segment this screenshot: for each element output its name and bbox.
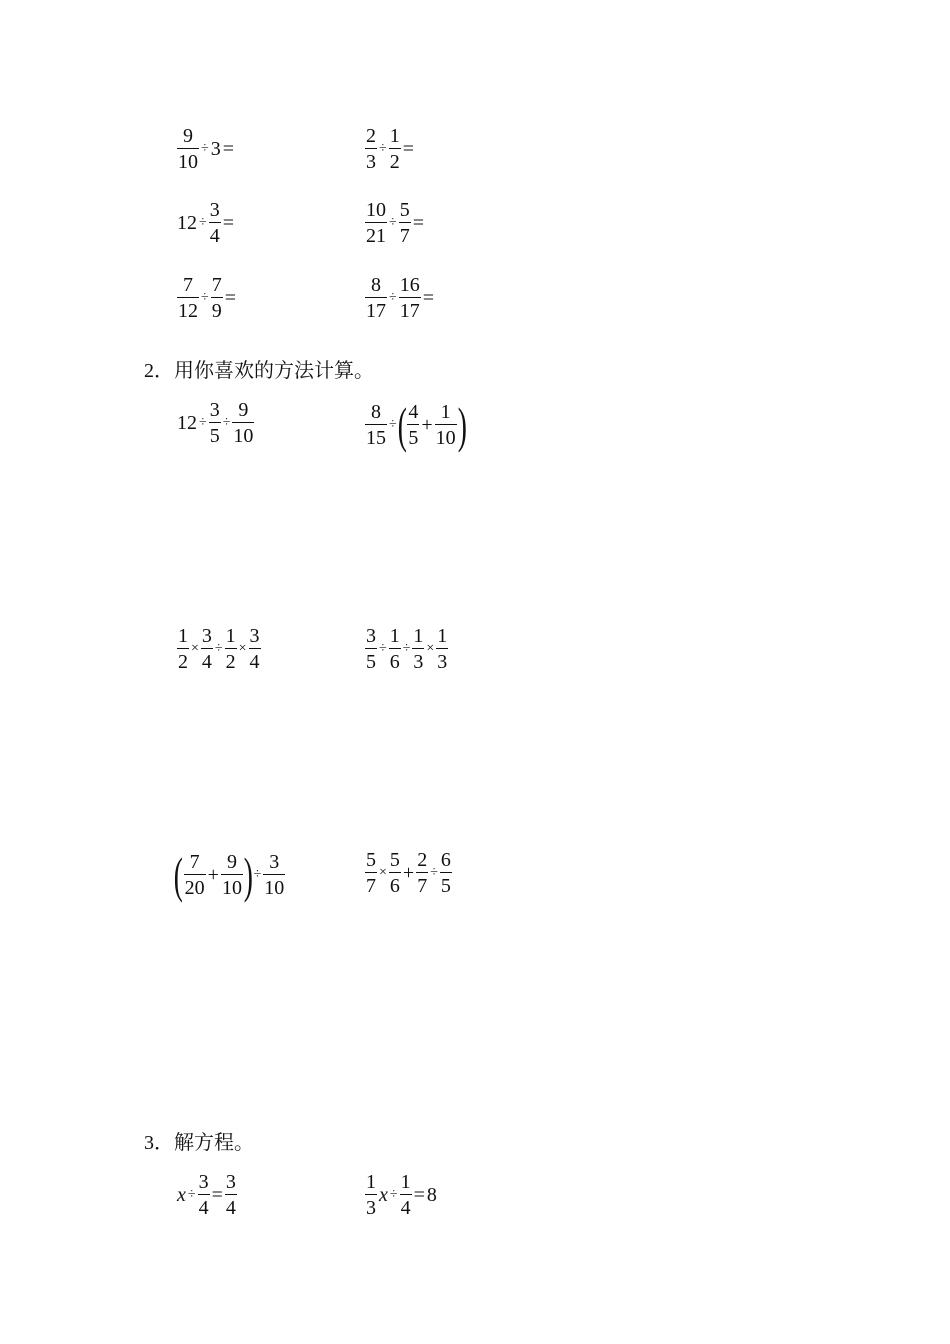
- math-symbol: =: [211, 1184, 223, 1206]
- denominator: 6: [389, 648, 401, 672]
- denominator: 7: [399, 222, 411, 246]
- fraction: [399, 275, 421, 321]
- section-title: 用你喜欢的方法计算。: [174, 358, 374, 382]
- fraction: [365, 402, 387, 448]
- parenthesis: ): [243, 847, 253, 903]
- numerator: 8: [371, 274, 381, 296]
- numerator: 3: [269, 851, 280, 873]
- fraction: [225, 1172, 237, 1218]
- denominator: 4: [201, 648, 213, 672]
- numerator: 3: [209, 199, 220, 221]
- denominator: 5: [365, 648, 377, 672]
- numerator: 1: [440, 401, 451, 423]
- numerator: 3: [198, 1171, 209, 1193]
- math-symbol: ×: [379, 865, 387, 880]
- fraction: [365, 200, 387, 246]
- fraction: [400, 1172, 412, 1218]
- fraction: [221, 852, 243, 898]
- fraction: [389, 626, 401, 672]
- numerator: 16: [399, 274, 420, 296]
- denominator: 2: [389, 148, 401, 172]
- denominator: 10: [221, 874, 243, 898]
- parenthesis: ): [457, 397, 467, 453]
- denominator: 20: [184, 874, 206, 898]
- fraction: [225, 626, 237, 672]
- denominator: 12: [177, 297, 199, 321]
- numerator: 3: [366, 625, 376, 647]
- fraction: [389, 850, 401, 896]
- math-symbol: ÷: [214, 641, 223, 656]
- fraction: [436, 626, 448, 672]
- numerator: 8: [371, 401, 381, 423]
- math-symbol: 12: [177, 212, 197, 234]
- denominator: 3: [365, 148, 377, 172]
- fraction: [263, 852, 285, 898]
- numerator: 2: [366, 125, 376, 147]
- fraction: [249, 626, 261, 672]
- denominator: 2: [225, 648, 237, 672]
- fraction: [412, 626, 424, 672]
- denominator: 10: [232, 422, 254, 446]
- numerator: 1: [437, 625, 448, 647]
- exercise-1-6: [364, 275, 435, 321]
- problem-2-6: [364, 850, 453, 896]
- fraction: [211, 275, 223, 321]
- math-symbol: =: [222, 138, 234, 160]
- parenthesis: (: [173, 847, 183, 903]
- numerator: 6: [440, 849, 451, 871]
- fraction: [201, 626, 213, 672]
- denominator: 21: [365, 222, 387, 246]
- math-symbol: ÷: [222, 415, 231, 430]
- numerator: 4: [408, 401, 419, 423]
- numerator: 1: [178, 625, 188, 647]
- fraction: [389, 126, 401, 172]
- equation-3-1: [176, 1172, 238, 1218]
- denominator: 5: [440, 872, 452, 896]
- numerator: 2: [417, 849, 428, 871]
- denominator: 7: [365, 872, 377, 896]
- exercise-1-3: [176, 200, 235, 246]
- exercise-1-4: [364, 200, 425, 246]
- problem-2-3: [176, 626, 262, 672]
- exercise-1-5: [176, 275, 237, 321]
- math-symbol: =: [413, 1184, 425, 1206]
- numerator: 1: [389, 125, 400, 147]
- section-3-heading: [144, 1126, 254, 1155]
- fraction: [209, 200, 221, 246]
- math-symbol: ÷: [253, 867, 262, 882]
- math-symbol: ÷: [201, 290, 209, 305]
- denominator: 4: [209, 222, 221, 246]
- denominator: 10: [177, 148, 199, 172]
- fraction: [365, 1172, 377, 1218]
- denominator: 10: [435, 424, 457, 448]
- problem-2-1: [176, 400, 255, 446]
- denominator: 3: [365, 1194, 377, 1218]
- denominator: 5: [407, 424, 419, 448]
- fraction: [198, 1172, 210, 1218]
- math-symbol: ÷: [389, 417, 397, 432]
- math-symbol: =: [412, 212, 424, 234]
- exercise-1-2: [364, 126, 415, 172]
- numerator: 1: [400, 1171, 411, 1193]
- denominator: 10: [263, 874, 285, 898]
- math-symbol: ×: [238, 641, 247, 656]
- fraction: [399, 200, 411, 246]
- math-symbol: =: [402, 138, 414, 160]
- section-number: 2．: [144, 360, 174, 382]
- math-symbol: +: [421, 414, 433, 436]
- equation-3-2: [364, 1172, 438, 1218]
- fraction: [209, 400, 221, 446]
- denominator: 6: [389, 872, 401, 896]
- math-symbol: x: [379, 1184, 388, 1206]
- parenthesis: (: [397, 397, 407, 453]
- section-2-heading: [144, 354, 374, 383]
- problem-2-2: [364, 397, 467, 453]
- denominator: 7: [416, 872, 428, 896]
- denominator: 2: [177, 648, 189, 672]
- denominator: 4: [225, 1194, 237, 1218]
- numerator: 1: [413, 625, 424, 647]
- numerator: 3: [201, 625, 212, 647]
- math-symbol: 3: [210, 138, 221, 160]
- numerator: 5: [399, 199, 410, 221]
- math-symbol: ÷: [199, 215, 207, 230]
- denominator: 15: [365, 424, 387, 448]
- math-symbol: ÷: [402, 641, 411, 656]
- numerator: 1: [366, 1171, 376, 1193]
- denominator: 3: [412, 648, 424, 672]
- numerator: 10: [366, 199, 386, 221]
- numerator: 1: [389, 625, 400, 647]
- numerator: 1: [225, 625, 236, 647]
- fraction: [365, 850, 377, 896]
- fraction: [177, 275, 199, 321]
- numerator: 7: [189, 851, 200, 873]
- math-symbol: ÷: [199, 415, 207, 430]
- fraction: [365, 126, 377, 172]
- numerator: 5: [389, 849, 400, 871]
- denominator: 4: [249, 648, 261, 672]
- fraction: [232, 400, 254, 446]
- math-symbol: ÷: [389, 1187, 398, 1202]
- math-symbol: ×: [426, 641, 435, 656]
- math-symbol: 12: [177, 412, 197, 434]
- exercise-1-1: [176, 126, 235, 172]
- math-symbol: =: [222, 212, 234, 234]
- denominator: 9: [211, 297, 223, 321]
- fraction: [177, 626, 189, 672]
- section-title: 解方程。: [174, 1130, 254, 1154]
- fraction: [177, 126, 199, 172]
- math-symbol: ÷: [379, 141, 387, 156]
- math-symbol: +: [207, 864, 219, 886]
- math-symbol: ÷: [379, 641, 387, 656]
- fraction: [184, 852, 206, 898]
- denominator: 4: [400, 1194, 412, 1218]
- numerator: 5: [366, 849, 376, 871]
- fraction: [365, 275, 387, 321]
- math-symbol: ×: [191, 641, 199, 656]
- fraction: [435, 402, 457, 448]
- section-number: 3．: [144, 1132, 174, 1154]
- numerator: 3: [209, 399, 220, 421]
- math-symbol: +: [402, 862, 415, 884]
- math-symbol: ÷: [201, 141, 209, 156]
- math-symbol: 8: [426, 1184, 437, 1206]
- numerator: 3: [225, 1171, 236, 1193]
- fraction: [416, 850, 428, 896]
- numerator: 9: [226, 851, 237, 873]
- fraction: [440, 850, 452, 896]
- numerator: 7: [211, 274, 222, 296]
- denominator: 17: [365, 297, 387, 321]
- problem-2-5: [173, 847, 286, 903]
- math-symbol: ÷: [389, 215, 397, 230]
- denominator: 17: [399, 297, 421, 321]
- numerator: 9: [238, 399, 249, 421]
- problem-2-4: [364, 626, 449, 672]
- math-symbol: ÷: [430, 865, 438, 880]
- numerator: 7: [183, 274, 193, 296]
- numerator: 3: [249, 625, 260, 647]
- fraction: [365, 626, 377, 672]
- math-symbol: ÷: [187, 1187, 196, 1202]
- math-symbol: ÷: [389, 290, 397, 305]
- math-symbol: x: [177, 1184, 186, 1206]
- math-symbol: =: [422, 287, 434, 309]
- numerator: 9: [183, 125, 193, 147]
- math-symbol: =: [224, 287, 236, 309]
- denominator: 5: [209, 422, 221, 446]
- denominator: 4: [198, 1194, 210, 1218]
- fraction: [407, 402, 419, 448]
- denominator: 3: [436, 648, 448, 672]
